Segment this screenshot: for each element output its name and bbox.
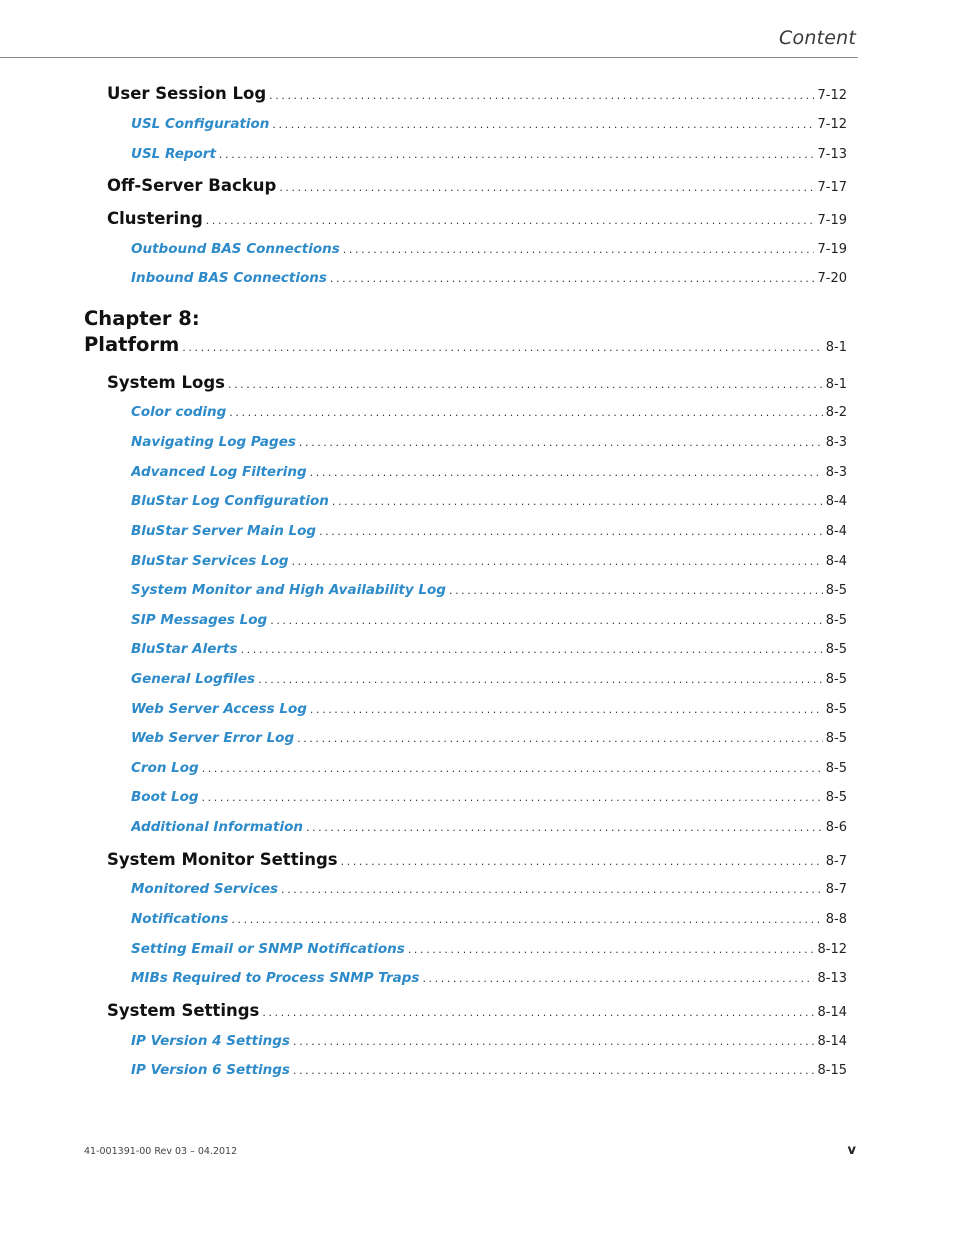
toc-entry-subsection[interactable] — [131, 241, 847, 257]
dot-leader — [297, 732, 823, 745]
toc-entry-subsection[interactable] — [131, 671, 847, 687]
toc-entry-page: 7-12 — [817, 117, 847, 132]
toc-entry-subsection[interactable] — [131, 1033, 847, 1049]
dot-leader — [332, 495, 823, 508]
toc-entry-subsection[interactable] — [131, 523, 847, 539]
toc-entry-label: Notifications — [131, 911, 229, 927]
toc-entry-label: Off-Server Backup — [107, 176, 277, 195]
toc-entry-subsection[interactable] — [131, 404, 847, 420]
toc-entry-subsection[interactable] — [131, 970, 847, 986]
toc-entry-subsection[interactable] — [131, 612, 847, 628]
footer-page-number: v — [847, 1143, 856, 1158]
toc-entry-section[interactable] — [107, 84, 847, 103]
toc-entry-label: User Session Log — [107, 84, 267, 103]
dot-leader — [306, 821, 823, 834]
toc-entry-page: 8-5 — [825, 613, 847, 628]
toc-entry-page: 8-3 — [825, 435, 847, 450]
toc-entry-section[interactable] — [107, 209, 847, 228]
toc-entry-label: BluStar Services Log — [131, 553, 289, 569]
toc-entry-page: 8-5 — [825, 731, 847, 746]
toc-entry-page: 8-14 — [817, 1034, 847, 1049]
dot-leader — [449, 584, 823, 597]
toc-entry-label: BluStar Log Configuration — [131, 493, 329, 509]
dot-leader — [269, 89, 814, 102]
toc-entry-chapter[interactable] — [84, 333, 847, 356]
dot-leader — [299, 436, 823, 449]
toc-entry-subsection[interactable] — [131, 941, 847, 957]
toc-entry-label: Web Server Error Log — [131, 730, 295, 746]
dot-leader — [319, 525, 823, 538]
toc-entry-label: MIBs Required to Process SNMP Traps — [131, 970, 420, 986]
toc-entry-subsection[interactable] — [131, 116, 847, 132]
toc-entry-page: 8-1 — [825, 377, 847, 392]
toc-entry-label: Web Server Access Log — [131, 701, 307, 717]
dot-leader — [258, 673, 823, 686]
toc-entry-label: IP Version 4 Settings — [131, 1033, 290, 1049]
toc-entry-subsection[interactable] — [131, 270, 847, 286]
toc-entry-label: USL Configuration — [131, 116, 270, 132]
toc-entry-label: BluStar Server Main Log — [131, 523, 317, 539]
toc-entry-section[interactable] — [107, 176, 847, 195]
toc-entry-page: 8-5 — [825, 702, 847, 717]
dot-leader — [330, 272, 815, 285]
chapter-heading: Chapter 8: — [84, 307, 200, 330]
toc-entry-label: Additional Information — [131, 819, 303, 835]
dot-leader — [293, 1035, 815, 1048]
toc-entry-page: 8-4 — [825, 554, 847, 569]
toc-entry-page: 8-4 — [825, 524, 847, 539]
toc-entry-subsection[interactable] — [131, 789, 847, 805]
toc-entry-page: 8-4 — [825, 494, 847, 509]
dot-leader — [262, 1006, 814, 1019]
dot-leader — [182, 341, 822, 354]
toc-entry-label: IP Version 6 Settings — [131, 1062, 290, 1078]
dot-leader — [202, 762, 823, 775]
toc-entry-subsection[interactable] — [131, 819, 847, 835]
toc-entry-subsection[interactable] — [131, 434, 847, 450]
dot-leader — [219, 148, 815, 161]
toc-entry-subsection[interactable] — [131, 464, 847, 480]
toc-entry-subsection[interactable] — [131, 146, 847, 162]
toc-entry-page: 7-12 — [817, 88, 847, 103]
dot-leader — [270, 614, 823, 627]
dot-leader — [241, 643, 823, 656]
toc-entry-subsection[interactable] — [131, 881, 847, 897]
dot-leader — [281, 883, 823, 896]
toc-entry-page: 8-5 — [825, 583, 847, 598]
toc-entry-page: 7-19 — [817, 242, 847, 257]
toc-entry-subsection[interactable] — [131, 701, 847, 717]
dot-leader — [422, 972, 814, 985]
toc-entry-label: Navigating Log Pages — [131, 434, 296, 450]
toc-entry-label: USL Report — [131, 146, 216, 162]
toc-entry-label: Setting Email or SNMP Notifications — [131, 941, 405, 957]
toc-entry-page: 8-8 — [825, 912, 847, 927]
toc-entry-page: 8-5 — [825, 761, 847, 776]
dot-leader — [272, 118, 814, 131]
toc-entry-page: 8-1 — [825, 340, 847, 355]
toc-entry-label: System Settings — [107, 1001, 260, 1020]
toc-entry-label: Outbound BAS Connections — [131, 241, 340, 257]
dot-leader — [341, 855, 823, 868]
toc-entry-page: 7-17 — [817, 180, 847, 195]
toc-entry-page: 8-5 — [825, 672, 847, 687]
dot-leader — [279, 181, 814, 194]
toc-entry-label: Advanced Log Filtering — [131, 464, 307, 480]
dot-leader — [343, 243, 815, 256]
dot-leader — [206, 214, 815, 227]
dot-leader — [229, 406, 822, 419]
toc-entry-page: 8-2 — [825, 405, 847, 420]
toc-entry-page: 8-12 — [817, 942, 847, 957]
toc-entry-subsection[interactable] — [131, 760, 847, 776]
toc-entry-page: 8-5 — [825, 790, 847, 805]
toc-entry-label: System Monitor Settings — [107, 850, 338, 869]
toc-entry-page: 8-3 — [825, 465, 847, 480]
toc-entry-section[interactable] — [107, 1001, 847, 1020]
toc-entry-subsection[interactable] — [131, 911, 847, 927]
toc-entry-page: 8-5 — [825, 642, 847, 657]
footer-doc-id: 41-001391-00 Rev 03 – 04.2012 — [84, 1146, 238, 1157]
toc-entry-subsection[interactable] — [131, 1062, 847, 1078]
toc-entry-page: 8-14 — [817, 1005, 847, 1020]
dot-leader — [310, 703, 823, 716]
toc-entry-section[interactable] — [107, 373, 847, 392]
toc-entry-page: 8-7 — [825, 854, 847, 869]
toc-entry-label: Boot Log — [131, 789, 199, 805]
dot-leader — [202, 791, 823, 804]
toc-entry-page: 8-7 — [825, 882, 847, 897]
toc-entry-label: Inbound BAS Connections — [131, 270, 327, 286]
toc-entry-label: Monitored Services — [131, 881, 279, 897]
toc-entry-label: Clustering — [107, 209, 203, 228]
running-header-title: Content — [779, 27, 856, 49]
toc-entry-section[interactable] — [107, 850, 847, 869]
toc-entry-page: 8-13 — [817, 971, 847, 986]
toc-entry-page: 7-20 — [817, 271, 847, 286]
dot-leader — [408, 943, 815, 956]
toc-entry-label: Color coding — [131, 404, 227, 420]
toc-entry-label: General Logfiles — [131, 671, 256, 687]
dot-leader — [292, 555, 823, 568]
toc-entry-page: 7-13 — [817, 147, 847, 162]
toc-entry-subsection[interactable] — [131, 641, 847, 657]
toc-entry-subsection[interactable] — [131, 730, 847, 746]
toc-entry-page: 8-15 — [817, 1063, 847, 1078]
toc-entry-page: 8-6 — [825, 820, 847, 835]
toc-entry-subsection[interactable] — [131, 493, 847, 509]
toc-entry-label: Cron Log — [131, 760, 199, 776]
toc-entry-label: Platform — [84, 333, 180, 356]
toc-entry-label: System Monitor and High Availability Log — [131, 582, 446, 598]
dot-leader — [310, 466, 823, 479]
toc-entry-subsection[interactable] — [131, 582, 847, 598]
toc-entry-label: SIP Messages Log — [131, 612, 268, 628]
dot-leader — [293, 1064, 815, 1077]
toc-entry-label: BluStar Alerts — [131, 641, 238, 657]
dot-leader — [228, 378, 823, 391]
toc-entry-page: 7-19 — [817, 213, 847, 228]
dot-leader — [231, 913, 822, 926]
toc-entry-label: System Logs — [107, 373, 225, 392]
toc-entry-subsection[interactable] — [131, 553, 847, 569]
